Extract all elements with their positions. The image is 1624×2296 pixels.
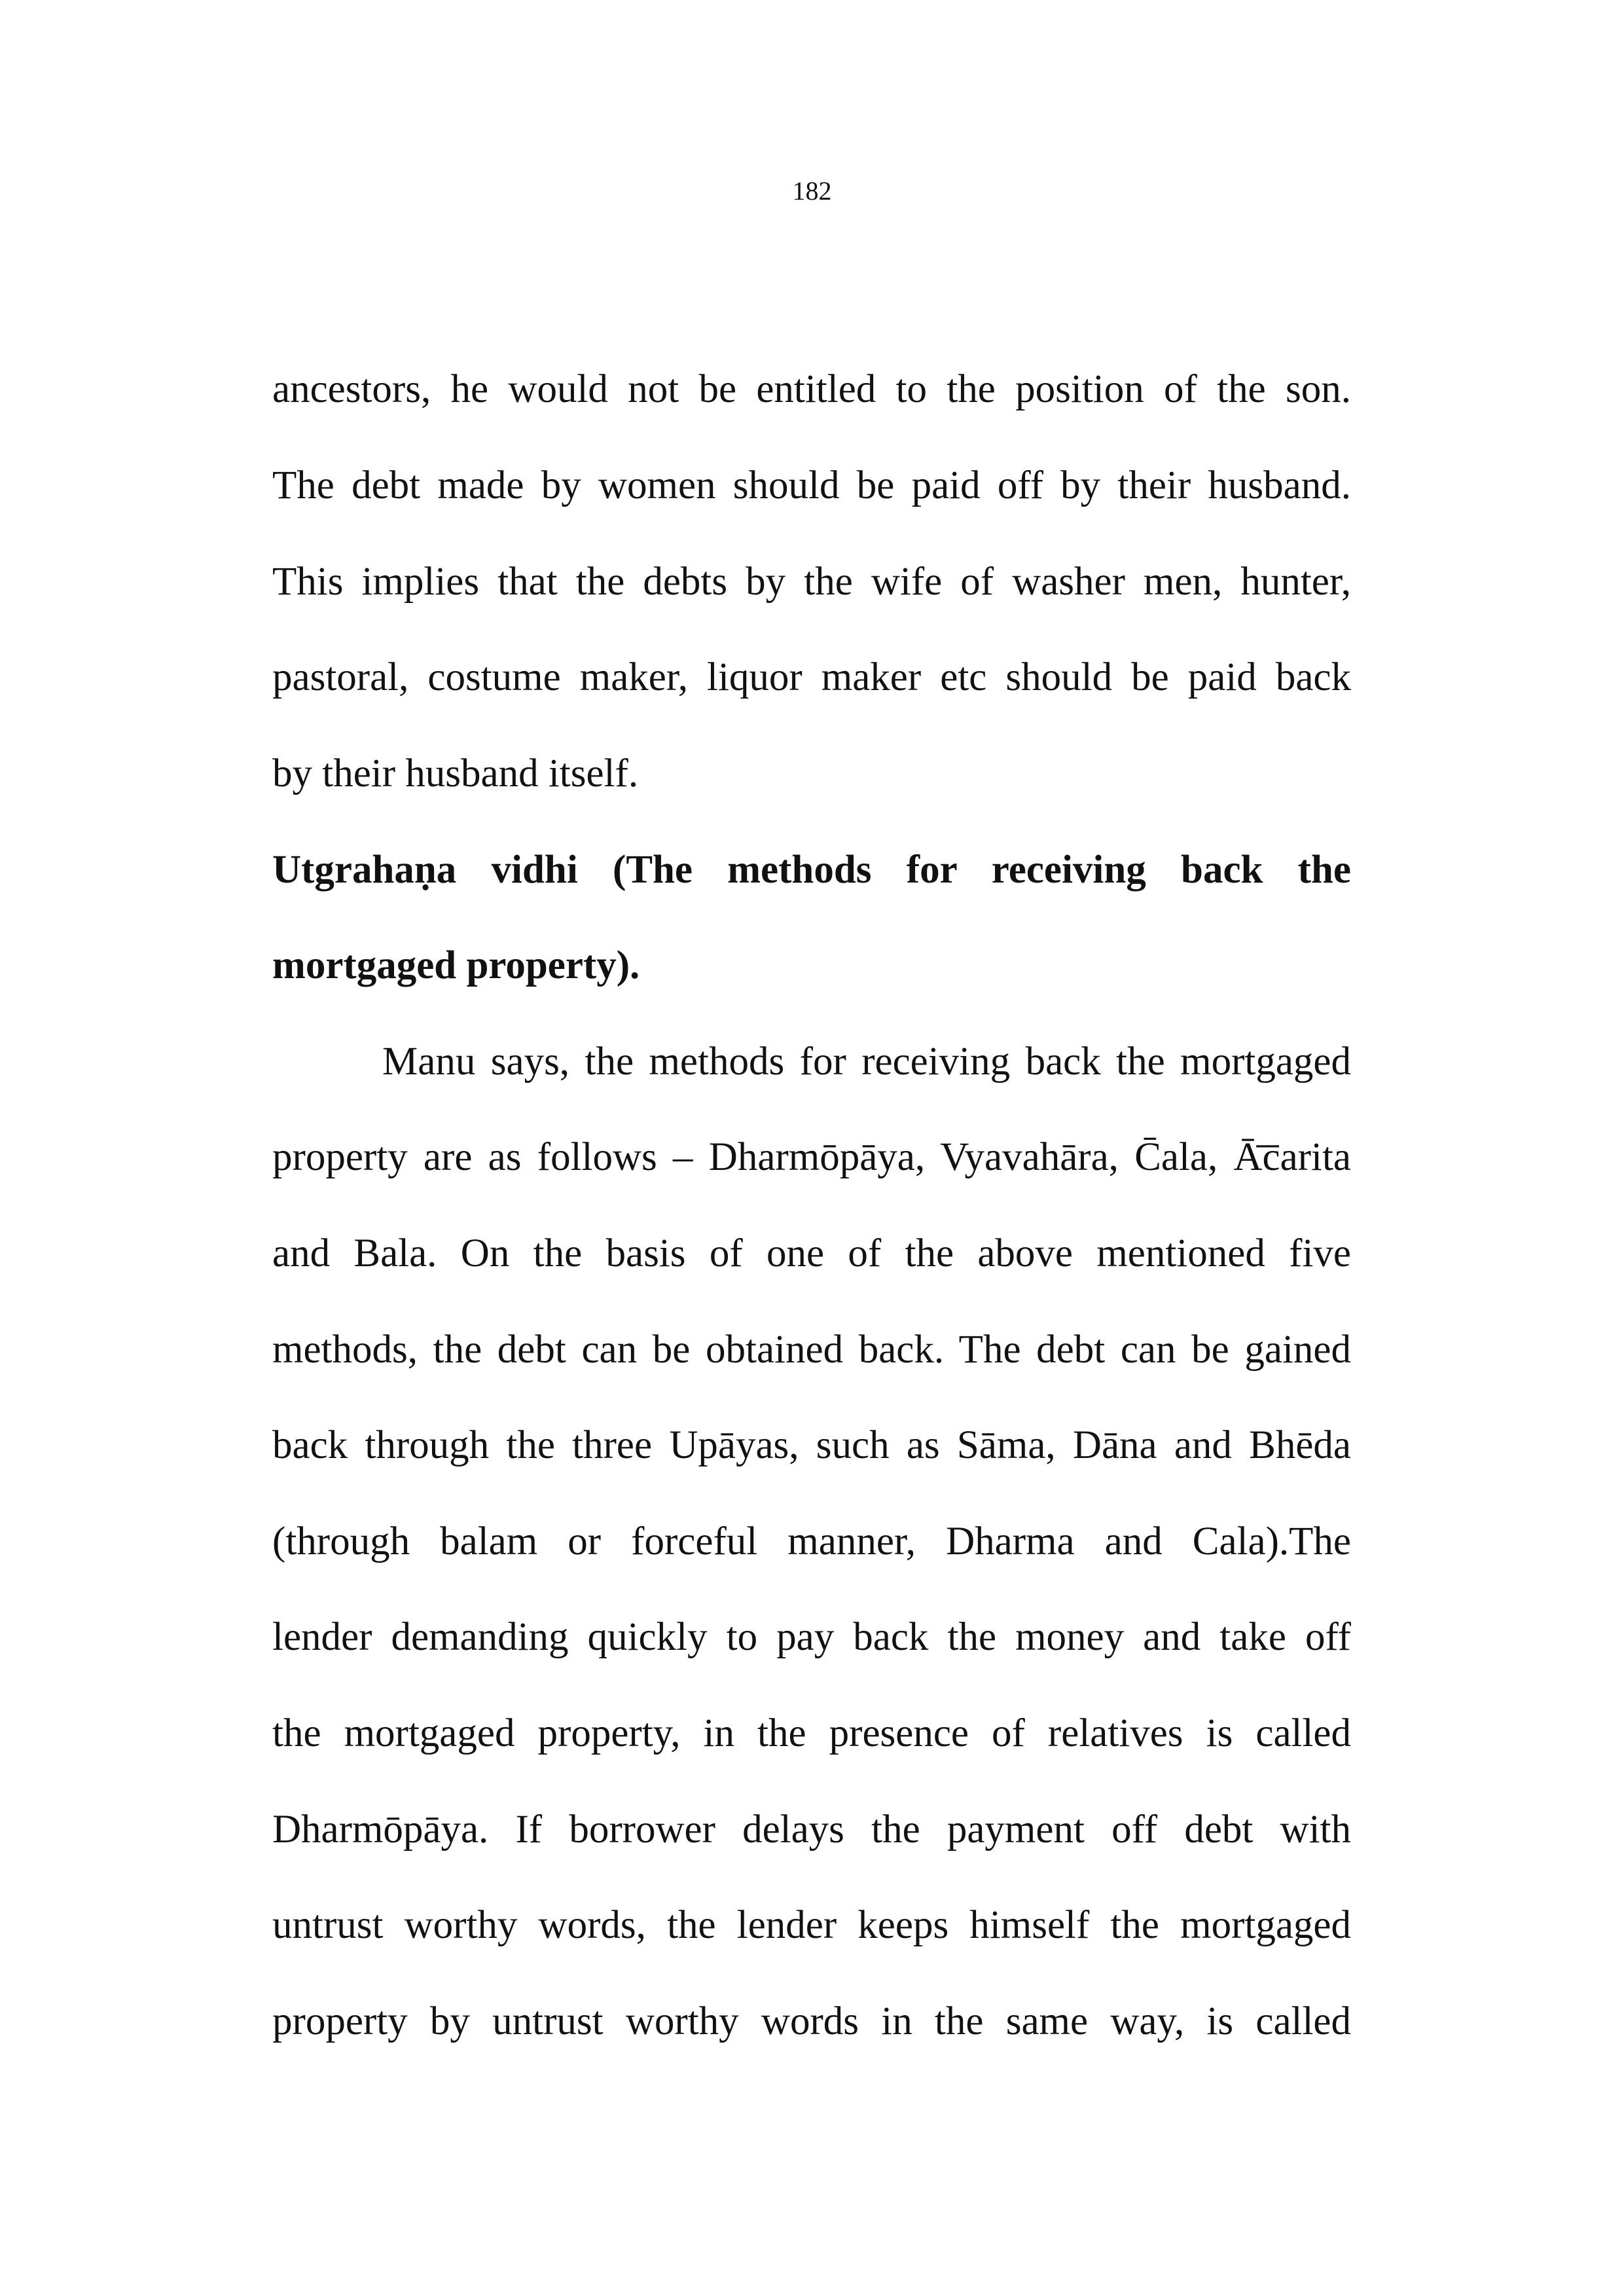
paragraph-2-line: (through balam or forceful manner, Dharma and Cala).The <box>272 1520 1351 1563</box>
paragraph-1-line: by their husband itself. <box>272 752 639 795</box>
paragraph-2-line: back through the three Upāyas, such as Sāma, Dāna and Bhēda <box>272 1423 1351 1467</box>
paragraph-2-line: lender demanding quickly to pay back the money and take off <box>272 1615 1351 1659</box>
paragraph-2-line: methods, the debt can be obtained back. The debt can be gained <box>272 1328 1351 1372</box>
paragraph-1-line: The debt made by women should be paid off by their husband. <box>272 464 1351 507</box>
section-heading: mortgaged property). <box>272 943 640 987</box>
paragraph-2-line: Manu says, the methods for receiving back the mortgaged <box>382 1040 1351 1084</box>
paragraph-2-line: untrust worthy words, the lender keeps himself the mortgaged <box>272 1903 1351 1947</box>
paragraph-2-line: property by untrust worthy words in the same way, is called <box>272 1999 1351 2043</box>
paragraph-2-line: the mortgaged property, in the presence of relatives is called <box>272 1711 1351 1755</box>
paragraph-2-line: and Bala. On the basis of one of the above mentioned five <box>272 1231 1351 1275</box>
paragraph-2-line: property are as follows – Dharmōpāya, Vyavahāra, C̄ala, Ā̄c̄arita <box>272 1135 1351 1179</box>
paragraph-2-line: Dharmōpāya. If borrower delays the payment off debt with <box>272 1808 1351 1851</box>
page-number: 182 <box>792 176 832 206</box>
paragraph-1-line: ancestors, he would not be entitled to the position of the son. <box>272 367 1351 411</box>
paragraph-1-line: This implies that the debts by the wife of washer men, hunter, <box>272 560 1351 604</box>
section-heading: Utgrahaṇa vidhi (The methods for receiving back the <box>272 848 1351 892</box>
paragraph-1-line: pastoral, costume maker, liquor maker etc should be paid back <box>272 655 1351 699</box>
